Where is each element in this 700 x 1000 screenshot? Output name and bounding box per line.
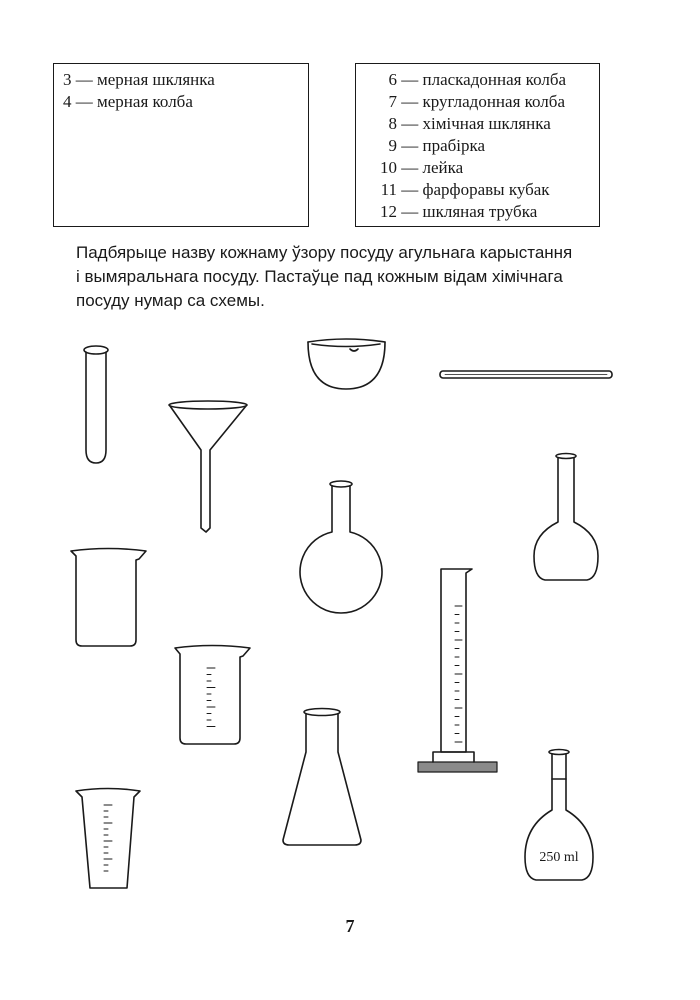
flat-bottom-flask-icon [534, 454, 598, 581]
legend-number: 3 [63, 70, 72, 89]
cylinder-graduation-marks [455, 606, 462, 742]
legend-label: мерная шклянка [97, 70, 215, 89]
legend-dash: — [75, 92, 93, 111]
instruction-line: посуду нумар са схемы. [76, 291, 265, 310]
legend-label: пласкадонная колба [422, 70, 567, 89]
legend-label: шкляная трубка [422, 202, 538, 221]
legend-number: 7 [388, 92, 397, 111]
legend-number: 11 [380, 180, 397, 199]
legend-dash: — [401, 70, 419, 89]
legend-dash: — [401, 136, 419, 155]
volumetric-flask-label: 250 ml [539, 850, 579, 865]
legend-number: 8 [388, 114, 397, 133]
page-number: 7 [345, 916, 355, 936]
graduated-beaker-icon [175, 646, 250, 745]
evaporating-dish-icon [308, 339, 385, 389]
legend-dash: — [75, 70, 93, 89]
legend-label: прабірка [422, 136, 486, 155]
legend-label: мерная колба [97, 92, 193, 111]
legend-label: кругладонная колба [422, 92, 565, 111]
beaker-graduation-marks [207, 668, 215, 727]
legend-label: фарфоравы кубак [422, 180, 550, 199]
legend-number: 9 [388, 136, 397, 155]
legend-dash: — [401, 202, 419, 221]
round-bottom-flask-icon [300, 481, 382, 613]
test-tube-icon [84, 346, 108, 463]
legend-dash: — [401, 180, 419, 199]
glass-tube-icon [440, 371, 612, 378]
beaker-icon [71, 549, 146, 647]
cup-graduation-marks [104, 805, 112, 871]
legend-dash: — [401, 158, 419, 177]
instruction-line: і вымяральнага посуду. Пастаўце пад кожным відам хімічнага [76, 267, 563, 286]
legend-number: 12 [380, 202, 397, 221]
legend-dash: — [401, 114, 419, 133]
legend-dash: — [401, 92, 419, 111]
instruction-line: Падбярыце назву кожнаму ўзору посуду агульнага карыстання [76, 243, 573, 262]
legend-label: хімічная шклянка [422, 114, 551, 133]
graduated-cup-icon [76, 789, 140, 889]
conical-flask-icon [283, 709, 361, 846]
legend-number: 10 [380, 158, 397, 177]
funnel-icon [169, 401, 247, 532]
legend-number: 6 [388, 70, 397, 89]
legend-number: 4 [63, 92, 72, 111]
legend-label: лейка [422, 158, 464, 177]
